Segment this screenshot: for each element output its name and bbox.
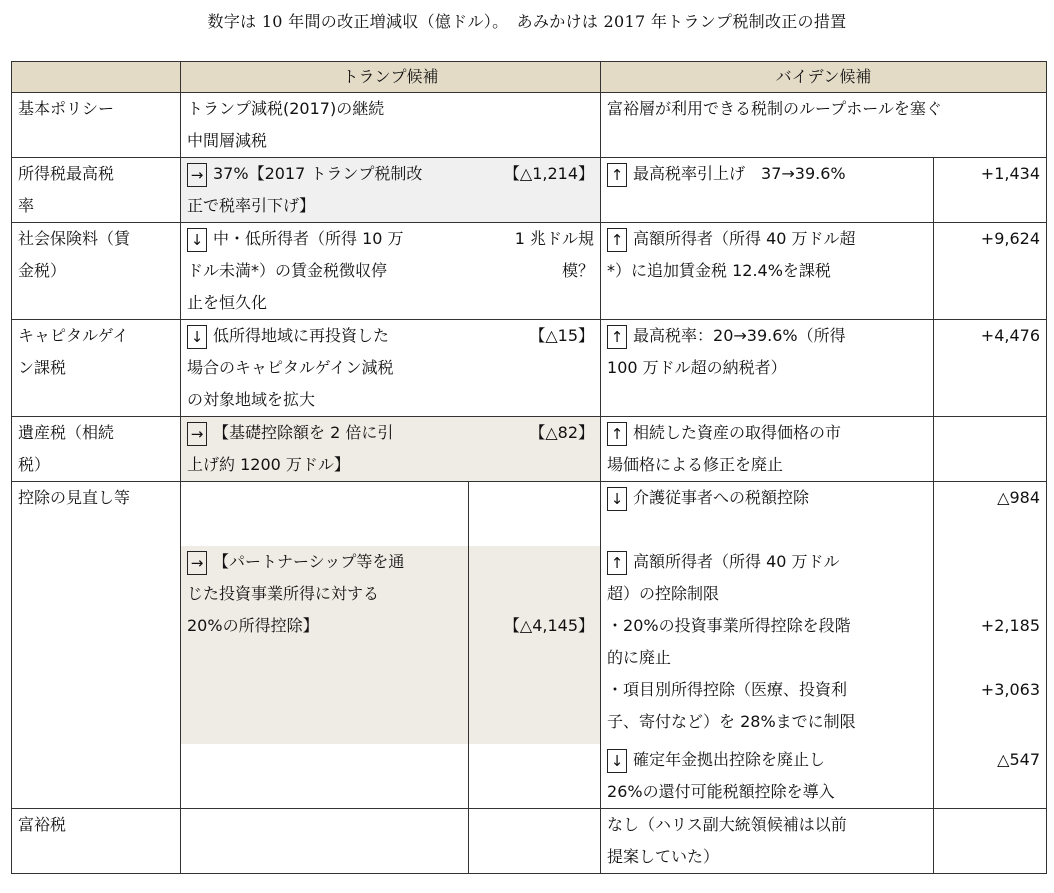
- trump-value-text: 模？: [562, 261, 595, 280]
- biden-text: 場価格による修正を廃止: [607, 455, 784, 474]
- row-label: [12, 223, 181, 320]
- trump-text: 正で税率引下げ】: [187, 196, 316, 215]
- table-row: [12, 744, 1047, 809]
- biden-value: △984: [934, 482, 1047, 546]
- biden-cell: [601, 744, 934, 809]
- biden-value: △547: [934, 744, 1047, 809]
- row-label: [12, 158, 181, 223]
- table-row: [12, 320, 1047, 417]
- header-blank: [12, 62, 181, 93]
- up-arrow-icon: ↑: [607, 325, 627, 349]
- biden-text: ・項目別所得控除（医療、投資利: [607, 679, 848, 699]
- down-arrow-icon: ↓: [187, 325, 207, 349]
- trump-text: 中間層減税: [187, 131, 268, 150]
- biden-text: ↑ 相続した資産の取得価格の市: [607, 417, 927, 449]
- trump-value: [469, 223, 601, 320]
- header-biden: バイデン候補: [601, 62, 1047, 93]
- trump-value: [469, 808, 601, 873]
- trump-text: トランプ減税(2017)の継続: [187, 99, 385, 118]
- biden-cell: [601, 223, 934, 320]
- trump-text: → 37%【2017 トランプ税制改: [187, 158, 463, 190]
- table-row: [12, 93, 1047, 158]
- right-arrow-icon: →: [187, 422, 207, 446]
- trump-value: [469, 546, 601, 744]
- up-arrow-icon: ↑: [607, 422, 627, 446]
- row-label: [12, 320, 181, 417]
- row-label: [12, 417, 181, 482]
- header-trump: トランプ候補: [181, 62, 601, 93]
- trump-value: [469, 744, 601, 809]
- biden-text: ・20%の投資事業所得控除を段階: [607, 615, 851, 635]
- trump-value: 【△82】: [469, 417, 601, 482]
- table-row: [12, 546, 1047, 744]
- trump-text: ↓ 中・低所得者（所得 10 万: [187, 223, 463, 255]
- down-arrow-icon: ↓: [607, 487, 627, 511]
- row-label-text: 社会保険料（賃: [18, 229, 131, 248]
- biden-value: +4,476: [934, 320, 1047, 417]
- biden-cell: [601, 546, 934, 744]
- table-caption: 数字は 10 年間の改正増減収（億ドル）。 あみかけは 2017 年トランプ税制改正の措置: [207, 12, 847, 31]
- trump-value-text: 【△4,145】: [503, 615, 595, 635]
- biden-value: [934, 546, 1047, 744]
- trump-cell: [181, 808, 469, 873]
- row-label: 控除の見直し等: [12, 482, 181, 546]
- biden-text: 100 万ドル超の納税者）: [607, 358, 787, 377]
- trump-cell: [181, 546, 469, 744]
- trump-cell: [181, 158, 469, 223]
- biden-cell: [601, 158, 934, 223]
- biden-value: +1,434: [934, 158, 1047, 223]
- table-row: [12, 808, 1047, 873]
- trump-text: → 【パートナーシップ等を通: [187, 546, 462, 578]
- row-label-text: 率: [18, 196, 35, 215]
- biden-cell: [601, 417, 934, 482]
- biden-text: ↓ 確定年金拠出控除を廃止し: [607, 744, 927, 776]
- trump-text: の対象地域を拡大: [187, 390, 316, 409]
- trump-text: 20%の所得控除】: [187, 615, 319, 635]
- trump-value: 【△1,214】: [469, 158, 601, 223]
- trump-cell: [181, 482, 469, 546]
- table-row: [12, 482, 1047, 546]
- trump-value: 【△15】: [469, 320, 601, 417]
- trump-cell: [181, 744, 469, 809]
- trump-text: ↓ 低所得地域に再投資した: [187, 320, 463, 352]
- trump-cell: [181, 93, 601, 158]
- biden-cell: [601, 482, 934, 546]
- row-label-text: ン課税: [18, 358, 67, 377]
- biden-text: ↑ 高額所得者（所得 40 万ドル: [607, 546, 927, 578]
- down-arrow-icon: ↓: [607, 749, 627, 773]
- trump-text: 止を恒久化: [187, 293, 268, 312]
- biden-cell: [601, 808, 934, 873]
- row-label-text: 金税）: [18, 261, 67, 280]
- tax-comparison-table: [11, 61, 1047, 874]
- row-label-text: キャピタルゲイ: [18, 326, 129, 345]
- trump-text: ドル未満*）の賃金税徴収停: [187, 261, 388, 280]
- biden-text: *）に追加賃金税 12.4%を課税: [607, 261, 831, 280]
- up-arrow-icon: ↑: [607, 228, 627, 252]
- header-row: [12, 62, 1047, 93]
- biden-value: [934, 417, 1047, 482]
- table-row: [12, 158, 1047, 223]
- trump-value: [469, 482, 601, 546]
- down-arrow-icon: ↓: [187, 228, 207, 252]
- table-row: [12, 417, 1047, 482]
- trump-text: 場合のキャピタルゲイン減税: [187, 358, 394, 377]
- biden-text: 26%の還付可能税額控除を導入: [607, 781, 835, 801]
- biden-text: なし（ハリス副大統領候補は以前: [607, 814, 847, 834]
- biden-text: ↑ 最高税率：20→39.6%（所得: [607, 320, 927, 352]
- row-label-text: 所得税最高税: [18, 164, 115, 183]
- biden-value: +9,624: [934, 223, 1047, 320]
- up-arrow-icon: ↑: [607, 163, 627, 187]
- trump-cell: [181, 223, 469, 320]
- row-label: 基本ポリシー: [12, 93, 181, 158]
- up-arrow-icon: ↑: [607, 551, 627, 575]
- biden-value-text: +3,063: [980, 679, 1041, 699]
- table-row: [12, 223, 1047, 320]
- biden-text: 最高税率引上げ 37→39.6%: [633, 164, 846, 183]
- biden-value-text: +2,185: [980, 615, 1041, 635]
- row-label: [12, 744, 181, 809]
- biden-value: [934, 808, 1047, 873]
- trump-value-text: 1 兆ドル規: [514, 229, 595, 248]
- biden-text: 提案していた）: [607, 846, 720, 866]
- row-label: 富裕税: [12, 808, 181, 873]
- biden-text: 超）の控除制限: [607, 583, 720, 603]
- biden-cell: 富裕層が利用できる税制のループホールを塞ぐ: [601, 93, 1047, 158]
- trump-cell: [181, 320, 469, 417]
- row-label-text: 税）: [18, 455, 51, 474]
- biden-cell: [601, 320, 934, 417]
- row-label-text: 遺産税（相続: [18, 423, 115, 442]
- right-arrow-icon: →: [187, 551, 207, 575]
- right-arrow-icon: →: [187, 163, 207, 187]
- trump-text: じた投資事業所得に対する: [187, 583, 380, 603]
- trump-text: → 【基礎控除額を 2 倍に引: [187, 417, 463, 449]
- biden-text: ↑ 高額所得者（所得 40 万ドル超: [607, 223, 927, 255]
- trump-cell: [181, 417, 469, 482]
- biden-text: 的に廃止: [607, 647, 672, 667]
- biden-text: 介護従事者への税額控除: [633, 488, 810, 507]
- row-label: [12, 546, 181, 744]
- trump-text: 上げ約 1200 万ドル】: [187, 455, 350, 474]
- biden-text: 子、寄付など）を 28%までに制限: [607, 711, 856, 731]
